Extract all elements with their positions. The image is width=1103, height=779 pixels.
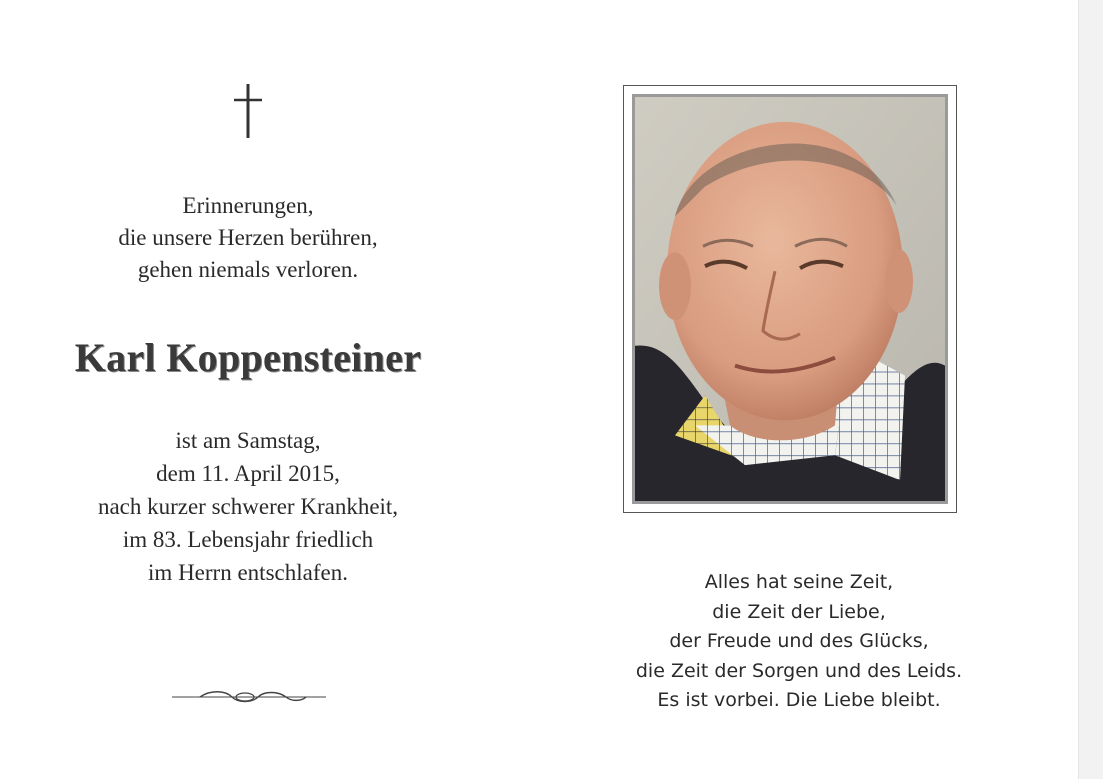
closing-verse [604,568,994,716]
verse-line: Es ist vorbei. Die Liebe bleibt. [657,689,941,711]
notice-line: ist am Samstag, [175,428,321,453]
death-notice [38,424,458,589]
deceased-name: Karl Koppensteiner [74,335,422,380]
verse-line: die Zeit der Sorgen und des Leids. [635,659,963,682]
verse-line: der Freude und des Glücks, [669,630,929,652]
portrait-photo [632,94,948,504]
portrait-frame [623,85,957,513]
notice-line: nach kurzer schwerer Krankheit, [97,494,399,519]
notice-line: im 83. Lebensjahr friedlich [122,527,374,552]
verse-line: gehen niemals verloren. [137,257,359,282]
opening-verse [38,190,458,286]
cross-icon [228,82,268,140]
verse-line: die unsere Herzen berühren, [118,225,378,250]
paper-edge [1078,0,1103,779]
notice-line: dem 11. April 2015, [156,461,340,486]
notice-line: im Herrn entschlafen. [148,560,348,585]
verse-line: Alles hat seine Zeit, [704,571,894,593]
flourish-divider-icon [170,688,328,706]
verse-line: die Zeit der Liebe, [712,600,886,623]
verse-line: Erinnerungen, [182,193,314,218]
